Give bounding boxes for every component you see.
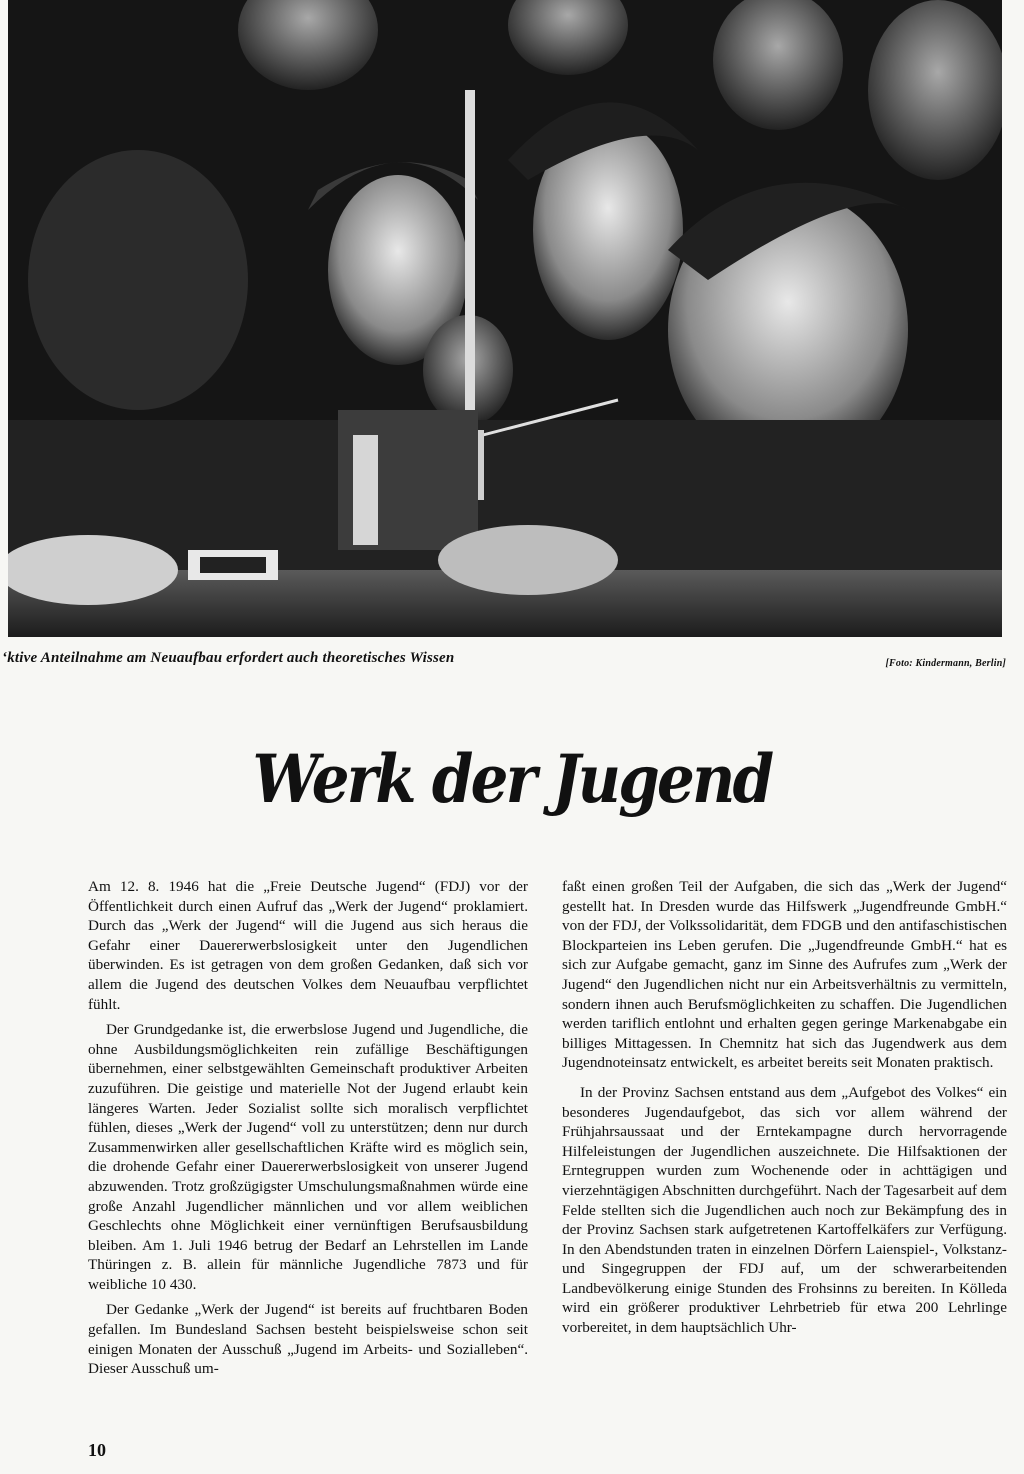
photo-credit: [Foto: Kindermann, Berlin] [885,658,1006,669]
article-column-left [88,877,528,1385]
article-column-right [562,877,1007,1344]
classroom-photo [8,0,1002,637]
photo-illustration [8,0,1002,637]
paragraph: In der Provinz Sachsen entstand aus dem „Aufgebot des Volkes“ ein besonderes Jugendaufgebot, das sich vor allem während der Frühjahrsaussaat und der Erntekampagne durch hervorragende Hilfeleistungen der Jugendlichen auszeichnete. Die Hilfsaktionen der Erntegruppen wurden zum Wochenende oder in achttägigen und vierzehntägigen Abschnitten durchgeführt. Nach der Tagesarbeit auf dem Felde stellten sich die Jugendlichen auch noch zur Bekämpfung des in der Provinz Sachsen stark aufgetretenen Kartoffelkäfers zur Verfügung. In den Abendstunden traten in einzelnen Dörfern Laienspiel-, Volkstanz- und Singegruppen der FDJ auf, um der schwerarbeitenden Landbevölkerung einige Stunden des Frohsinns zu bereiten. In Kölleda wird ein größerer produktiver Lehrbetrieb für etwa 200 Lehrlinge vorbereitet, in dem hauptsächlich Uhr- [562,1083,1007,1337]
article-title: Werk der Jugend [252,740,772,818]
paragraph: Am 12. 8. 1946 hat die „Freie Deutsche Jugend“ (FDJ) vor der Öffentlichkeit durch einen Aufruf das „Werk der Jugend“ proklamiert. Durch das „Werk der Jugend“ will die Jugend aus sich heraus die Gefahr einer Dauererwerbslosigkeit unter den Jugendlichen überwinden. Es ist getragen von dem großen Gedanken, daß sich vor allem die Jugend des deutschen Volkes dem Neuaufbau verpflichtet fühlt. [88,878,528,1013]
photo-caption [2,650,1006,674]
paragraph: faßt einen großen Teil der Aufgaben, die sich das „Werk der Jugend“ gestellt hat. In Dresden wurde das Hilfswerk „Jugendfreunde GmbH.“ von der FDJ, der Volkssolidarität, dem FDGB und den antifaschistischen Blockparteien ins Leben gerufen. Die „Jugendfreunde GmbH.“ hat es sich zur Aufgabe gemacht, ganz im Sinne des Aufrufes zum „Werk der Jugend“ den Jugendlichen nicht nur ein Arbeitsverhältnis zu vermitteln, sondern ihnen auch Berufsmöglichkeiten zu schaffen. Die Jugendlichen werden tariflich entlohnt und erhalten gegen geringe Markenabgabe ein billiges Mittagessen. In Chemnitz hat sich das Jugendwerk aus dem Jugendnoteinsatz entwickelt, es arbeitet bereits seit Monaten praktisch. [562,878,1007,1072]
page-number: 10 [88,1440,106,1460]
paragraph: Der Grundgedanke ist, die erwerbslose Jugend und Jugendliche, die ohne Ausbildungsmöglichkeiten rein zufällige Beschäftigungen übernehmen, einer selbstgewählten Gemeinschaft produktiver Arbeiten zuzuführen. Die geistige und materielle Not der Jugend erlaubt kein längeres Warten. Jeder Sozialist sollte sich moralisch verpflichtet fühlen, dieses „Werk der Jugend“ voll zu unterstützen; denn nur durch Zusammenwirken aller gesellschaftlichen Kräfte wird es möglich sein, die drohende Gefahr einer Dauererwerbslosigkeit von unserer Jugend abzuwenden. Trotz großzügigster Umschulungsmaßnahmen würde eine große Anzahl Jugendlicher männlichen und vor allem weiblichen Geschlechts ohne Möglichkeit einer vernünftigen Berufsausbildung bleiben. Am 1. Juli 1946 betrug der Bedarf an Lehrstellen im Lande Thüringen z. B. allein für männliche Jugendliche 7873 und für weibliche 10 430. [88,1021,528,1293]
caption-text: ‘ktive Anteilnahme am Neuaufbau erfordert auch theoretisches Wissen [2,650,455,666]
paragraph: Der Gedanke „Werk der Jugend“ ist bereits auf fruchtbaren Boden gefallen. Im Bundesland Sachsen besteht beispielsweise schon seit einigen Monaten der Ausschuß „Jugend im Arbeits- und Sozialleben“. Dieser Ausschuß um- [88,1301,528,1378]
